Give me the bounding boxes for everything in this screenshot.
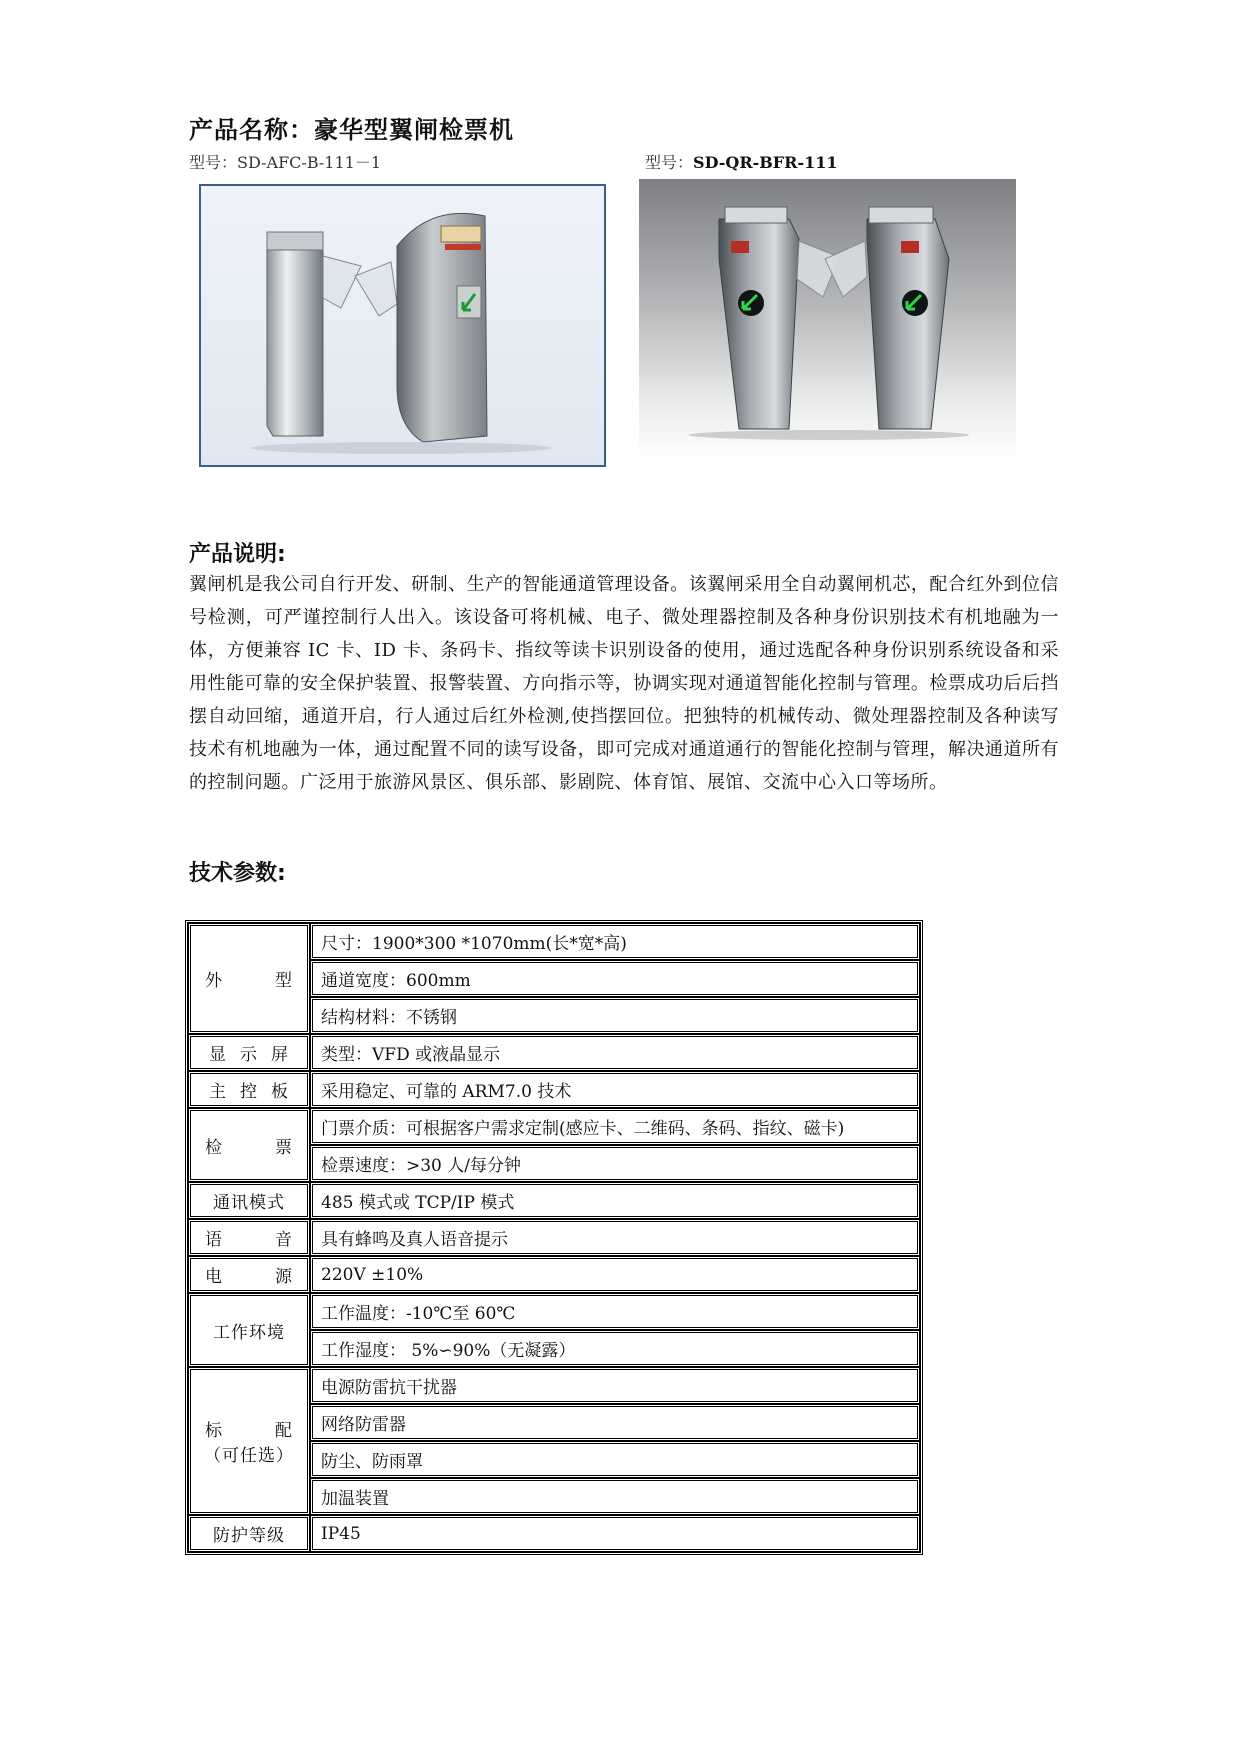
product-photo-2: [639, 179, 1016, 463]
spec-value: 具有蜂鸣及真人语音提示: [310, 1219, 920, 1256]
turnstile-illustration-2: [639, 179, 1016, 463]
model-left-value: SD-AFC-B-111－1: [237, 153, 381, 172]
spec-value: 采用稳定、可靠的 ARM7.0 技术: [310, 1071, 920, 1108]
spec-category-voice: 语 音: [188, 1219, 310, 1256]
spec-value: 加温装置: [310, 1478, 920, 1515]
spec-value: 通道宽度：600mm: [310, 960, 920, 997]
table-row: [188, 1293, 920, 1330]
description-heading: 产品说明:: [189, 542, 286, 567]
spec-heading: 技术参数:: [189, 861, 286, 886]
model-right: [645, 150, 837, 173]
spec-category-standard: 标 配 （可任选）: [188, 1367, 310, 1515]
spec-value: 工作温度：-10℃至 60℃: [310, 1293, 920, 1330]
spec-value: 485 模式或 TCP/IP 模式: [310, 1182, 920, 1219]
table-row: [188, 1515, 920, 1552]
product-photo-1: [199, 184, 606, 467]
spec-value: 检票速度：>30 人/每分钟: [310, 1145, 920, 1182]
spec-value: IP45: [310, 1515, 920, 1552]
table-row: [188, 923, 920, 960]
spec-value: 网络防雷器: [310, 1404, 920, 1441]
table-row: [188, 1071, 920, 1108]
spec-category-appearance: 外 型: [188, 923, 310, 1034]
model-left: [189, 150, 381, 173]
spec-category-power: 电 源: [188, 1256, 310, 1293]
spec-value: 220V ±10%: [310, 1256, 920, 1293]
table-row: [188, 1108, 920, 1145]
spec-category-protection: 防护等级: [188, 1515, 310, 1552]
spec-value: 尺寸：1900*300 *1070mm(长*宽*高): [310, 923, 920, 960]
spec-value: 工作湿度： 5%∽90%（无凝露）: [310, 1330, 920, 1367]
spec-category-display: 显 示 屏: [188, 1034, 310, 1071]
spec-table: [185, 920, 923, 1555]
page-title: 产品名称：豪华型翼闸检票机: [189, 116, 514, 144]
spec-category-ticket: 检 票: [188, 1108, 310, 1182]
table-row: [188, 1182, 920, 1219]
spec-category-comm: 通讯模式: [188, 1182, 310, 1219]
spec-category-board: 主 控 板: [188, 1071, 310, 1108]
spec-value: 防尘、防雨罩: [310, 1441, 920, 1478]
spec-value: 类型：VFD 或液晶显示: [310, 1034, 920, 1071]
spec-value: 电源防雷抗干扰器: [310, 1367, 920, 1404]
spec-category-note: （可任选）: [204, 1446, 294, 1466]
table-row: [188, 1219, 920, 1256]
spec-category-env: 工作环境: [188, 1293, 310, 1367]
table-row: [188, 1034, 920, 1071]
spec-value: 门票介质：可根据客户需求定制(感应卡、二维码、条码、指纹、磁卡): [310, 1108, 920, 1145]
description-text: 翼闸机是我公司自行开发、研制、生产的智能通道管理设备。该翼闸采用全自动翼闸机芯，配合红外到位信号检测，可严谨控制行人出入。该设备可将机械、电子、微处理器控制及各种身份识别技术有机地融为一体，方便兼容 IC 卡、ID 卡、条码卡、指纹等读卡识别设备的使用，通过选配各种身份识别系统设备和采用性能可靠的安全保护装置、报警装置、方向指示等，协调实现对通道智能化控制与管理。检票成功后后挡摆自动回缩，通道开启，行人通过后红外检测,使挡摆回位。把独特的机械传动、微处理器控制及各种读写技术有机地融为一体，通过配置不同的读写设备，即可完成对通道通行的智能化控制与管理，解决通道所有的控制问题。广泛用于旅游风景区、俱乐部、影剧院、体育馆、展馆、交流中心入口等场所。: [189, 574, 1059, 793]
table-row: [188, 1256, 920, 1293]
spec-value: 结构材料：不锈钢: [310, 997, 920, 1034]
turnstile-illustration-1: [201, 186, 604, 465]
model-right-value: SD-QR-BFR-111: [693, 153, 838, 172]
model-left-label: 型号：: [189, 153, 238, 172]
model-right-label: 型号：: [645, 153, 694, 172]
table-row: [188, 1367, 920, 1404]
